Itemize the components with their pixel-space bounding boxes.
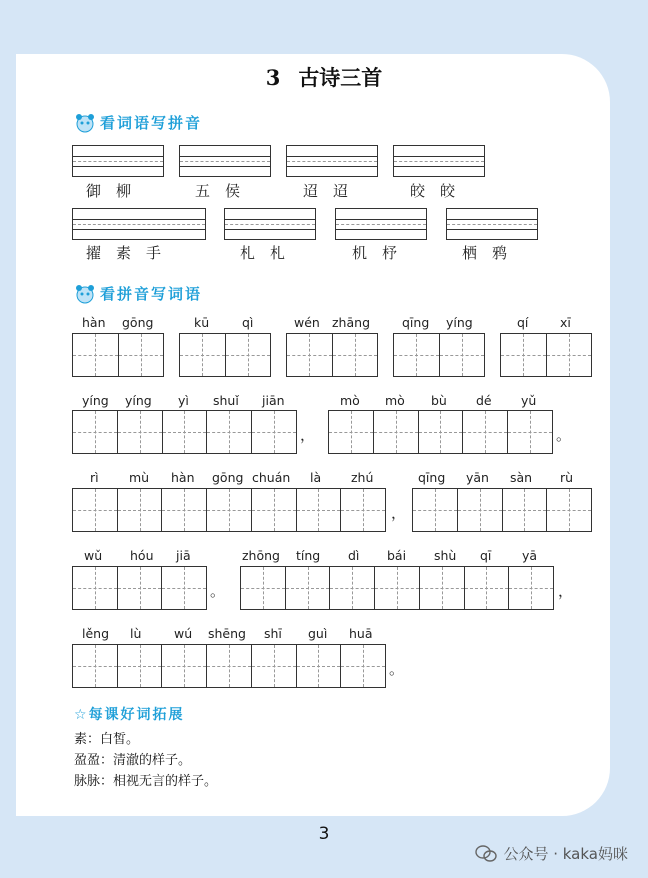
pinyin: shuǐ xyxy=(213,393,239,408)
pinyin: lěng xyxy=(82,626,110,641)
pinyin: qī xyxy=(480,548,492,563)
pinyin: wú xyxy=(174,626,193,641)
period: 。 xyxy=(210,582,226,600)
pinyin: hóu xyxy=(130,548,154,563)
lesson-title: 古诗三首 xyxy=(298,65,383,90)
pinyin-box[interactable] xyxy=(72,208,206,240)
pinyin: yíng xyxy=(125,393,152,408)
pinyin: hàn xyxy=(82,315,106,330)
section-heading-words xyxy=(74,283,202,304)
pinyin: jiā xyxy=(176,548,191,563)
word: 擢 素 手 xyxy=(86,244,162,262)
watermark-text: 公众号 · kaka妈咪 xyxy=(503,845,628,863)
writing-grid[interactable] xyxy=(72,333,164,377)
panda-icon xyxy=(74,113,96,133)
pinyin: chuán xyxy=(252,470,291,485)
pinyin: yǔ xyxy=(521,393,537,408)
writing-grid[interactable] xyxy=(72,488,386,532)
period: 。 xyxy=(556,426,572,444)
comma: ， xyxy=(300,426,316,444)
pinyin: tíng xyxy=(296,548,321,563)
section-label: 看拼音写词语 xyxy=(100,285,203,303)
lesson-number: 3 xyxy=(265,65,281,90)
pinyin: dì xyxy=(348,548,360,563)
extension-heading xyxy=(74,704,185,724)
pinyin: gōng xyxy=(122,315,154,330)
pinyin-box[interactable] xyxy=(179,145,271,177)
pinyin-box[interactable] xyxy=(393,145,485,177)
word: 五 侯 xyxy=(195,182,241,200)
period: 。 xyxy=(389,660,405,678)
pinyin: guì xyxy=(308,626,328,641)
pinyin: qì xyxy=(242,315,254,330)
pinyin: mù xyxy=(129,470,150,485)
extension-line: 素：白皙。 xyxy=(74,732,140,747)
extension-title: 每课好词拓展 xyxy=(88,707,185,723)
writing-grid[interactable] xyxy=(72,566,207,610)
wechat-icon xyxy=(475,845,497,863)
pinyin: bù xyxy=(431,393,447,408)
pinyin: shù xyxy=(434,548,457,563)
pinyin: qí xyxy=(517,315,529,330)
comma: ， xyxy=(558,582,574,600)
pinyin: yì xyxy=(178,393,189,408)
word: 皎 皎 xyxy=(410,182,456,200)
writing-grid[interactable] xyxy=(72,410,297,454)
writing-grid[interactable] xyxy=(72,644,386,688)
pinyin: hàn xyxy=(171,470,195,485)
pinyin: rì xyxy=(90,470,99,485)
pinyin-box[interactable] xyxy=(224,208,316,240)
word: 栖 鸦 xyxy=(462,244,508,262)
writing-grid[interactable] xyxy=(286,333,378,377)
pinyin: yíng xyxy=(82,393,109,408)
pinyin: mò xyxy=(385,393,405,408)
pinyin: xī xyxy=(560,315,571,330)
page-title xyxy=(0,62,648,92)
pinyin: rù xyxy=(560,470,574,485)
page-number: 3 xyxy=(318,824,330,844)
pinyin: shī xyxy=(264,626,282,641)
extension-line: 脉脉：相视无言的样子。 xyxy=(74,774,218,789)
pinyin: zhāng xyxy=(332,315,371,330)
pinyin: là xyxy=(310,470,322,485)
writing-grid[interactable] xyxy=(393,333,485,377)
pinyin-box[interactable] xyxy=(286,145,378,177)
pinyin: bái xyxy=(387,548,407,563)
pinyin: zhōng xyxy=(242,548,280,563)
pinyin: yíng xyxy=(446,315,473,330)
pinyin: yān xyxy=(466,470,489,485)
pinyin: sàn xyxy=(510,470,533,485)
word: 札 札 xyxy=(240,244,286,262)
pinyin: zhú xyxy=(351,470,374,485)
extension-line: 盈盈：清澈的样子。 xyxy=(74,753,192,768)
pinyin: qīng xyxy=(402,315,430,330)
pinyin: mò xyxy=(340,393,360,408)
comma: ， xyxy=(391,504,407,522)
pinyin: jiān xyxy=(262,393,285,408)
pinyin-box[interactable] xyxy=(446,208,538,240)
section-heading-pinyin xyxy=(74,112,202,133)
pinyin: huā xyxy=(349,626,373,641)
pinyin: dé xyxy=(476,393,492,408)
pinyin: qīng xyxy=(418,470,446,485)
writing-grid[interactable] xyxy=(328,410,553,454)
watermark xyxy=(475,843,628,864)
word: 机 杼 xyxy=(352,244,398,262)
pinyin: lù xyxy=(130,626,142,641)
star-icon: ☆ xyxy=(74,707,89,723)
pinyin: yā xyxy=(522,548,538,563)
panda-icon xyxy=(74,284,96,304)
writing-grid[interactable] xyxy=(240,566,554,610)
pinyin: gōng xyxy=(212,470,244,485)
pinyin-box[interactable] xyxy=(72,145,164,177)
pinyin: wén xyxy=(294,315,320,330)
pinyin: shēng xyxy=(208,626,246,641)
pinyin: kū xyxy=(194,315,210,330)
pinyin: wǔ xyxy=(84,548,103,563)
pinyin-box[interactable] xyxy=(335,208,427,240)
writing-grid[interactable] xyxy=(500,333,592,377)
section-label: 看词语写拼音 xyxy=(100,114,203,132)
writing-grid[interactable] xyxy=(412,488,592,532)
word: 迢 迢 xyxy=(303,182,349,200)
writing-grid[interactable] xyxy=(179,333,271,377)
word: 御 柳 xyxy=(86,182,132,200)
